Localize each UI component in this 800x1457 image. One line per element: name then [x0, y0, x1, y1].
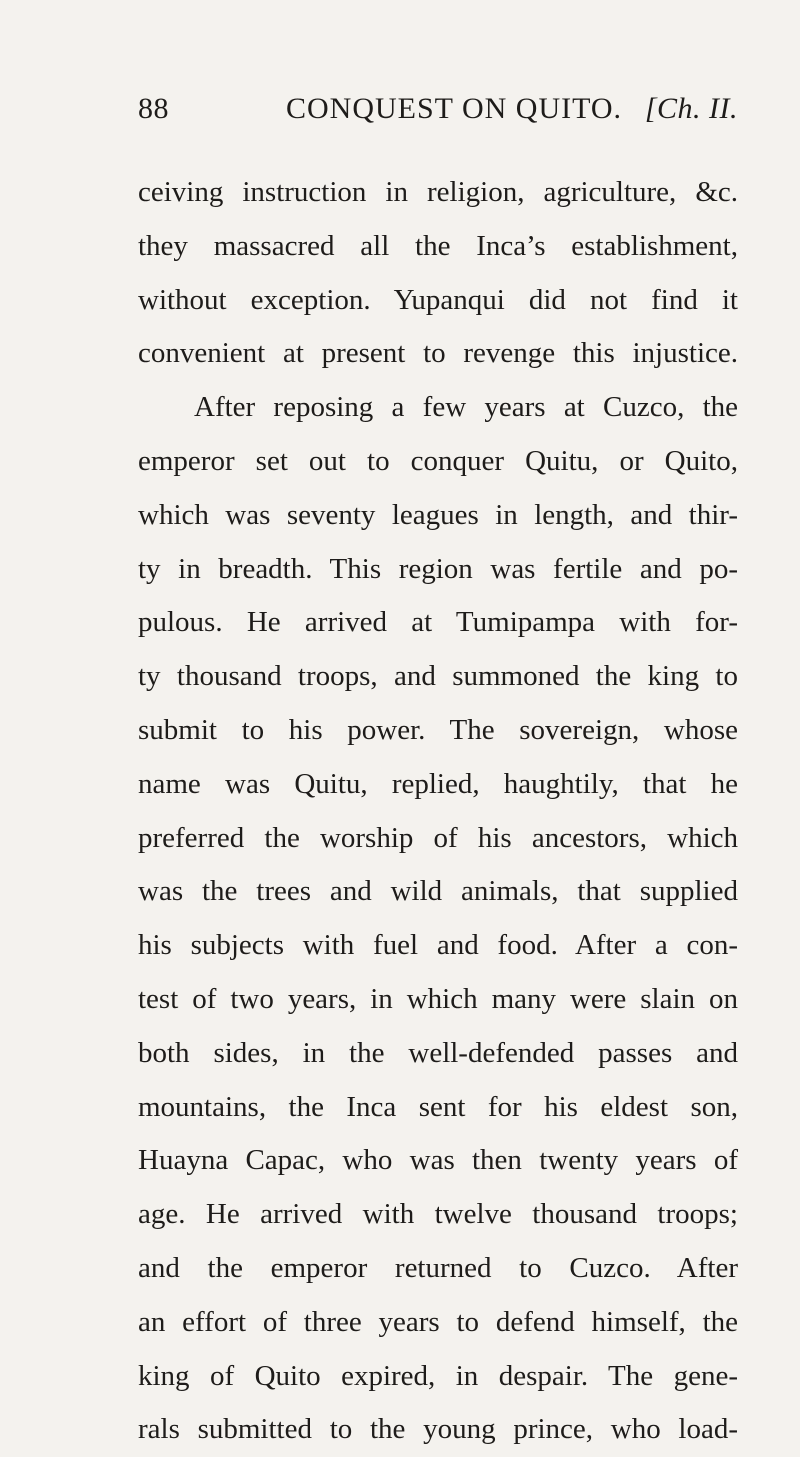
- text-line: without exception. Yupanqui did not find it: [138, 283, 738, 316]
- text-line: ceiving instruction in religion, agriculture, &c.: [138, 176, 738, 208]
- running-title: CONQUEST ON QUITO.: [286, 92, 623, 125]
- chapter-reference: [Ch. II.: [644, 92, 738, 125]
- text-line: pulous. He arrived at Tumipampa with for-: [138, 606, 738, 639]
- text-line: mountains, the Inca sent for his eldest son,: [138, 1090, 738, 1123]
- page-header: [138, 92, 738, 136]
- text-line: they massacred all the Inca’s establishment,: [138, 229, 738, 262]
- text-line: After reposing a few years at Cuzco, the: [194, 391, 738, 424]
- text-line: emperor set out to conquer Quitu, or Quito,: [138, 444, 738, 477]
- text-line: and the emperor returned to Cuzco. After: [138, 1251, 738, 1284]
- text-line: ty in breadth. This region was fertile and po-: [138, 552, 738, 585]
- text-line: submit to his power. The sovereign, whose: [138, 713, 738, 746]
- body-text: [138, 166, 738, 1457]
- page-number: 88: [138, 92, 169, 125]
- text-line: Huayna Capac, who was then twenty years of: [138, 1144, 738, 1177]
- text-line: both sides, in the well-defended passes and: [138, 1036, 738, 1069]
- text-line: an effort of three years to defend himself, the: [138, 1305, 738, 1338]
- text-line: his subjects with fuel and food. After a con-: [138, 929, 738, 962]
- text-line: king of Quito expired, in despair. The gene-: [138, 1359, 738, 1392]
- text-line: name was Quitu, replied, haughtily, that he: [138, 767, 738, 800]
- text-line: which was seventy leagues in length, and thir-: [138, 498, 738, 531]
- text-line: convenient at present to revenge this injustice.: [138, 337, 738, 370]
- text-line: preferred the worship of his ancestors, which: [138, 821, 738, 854]
- text-line: was the trees and wild animals, that supplied: [138, 875, 738, 908]
- text-line: rals submitted to the young prince, who load-: [138, 1413, 738, 1446]
- text-line: ty thousand troops, and summoned the king to: [138, 660, 738, 693]
- text-line: test of two years, in which many were slain on: [138, 982, 738, 1015]
- text-line: age. He arrived with twelve thousand troops;: [138, 1198, 738, 1231]
